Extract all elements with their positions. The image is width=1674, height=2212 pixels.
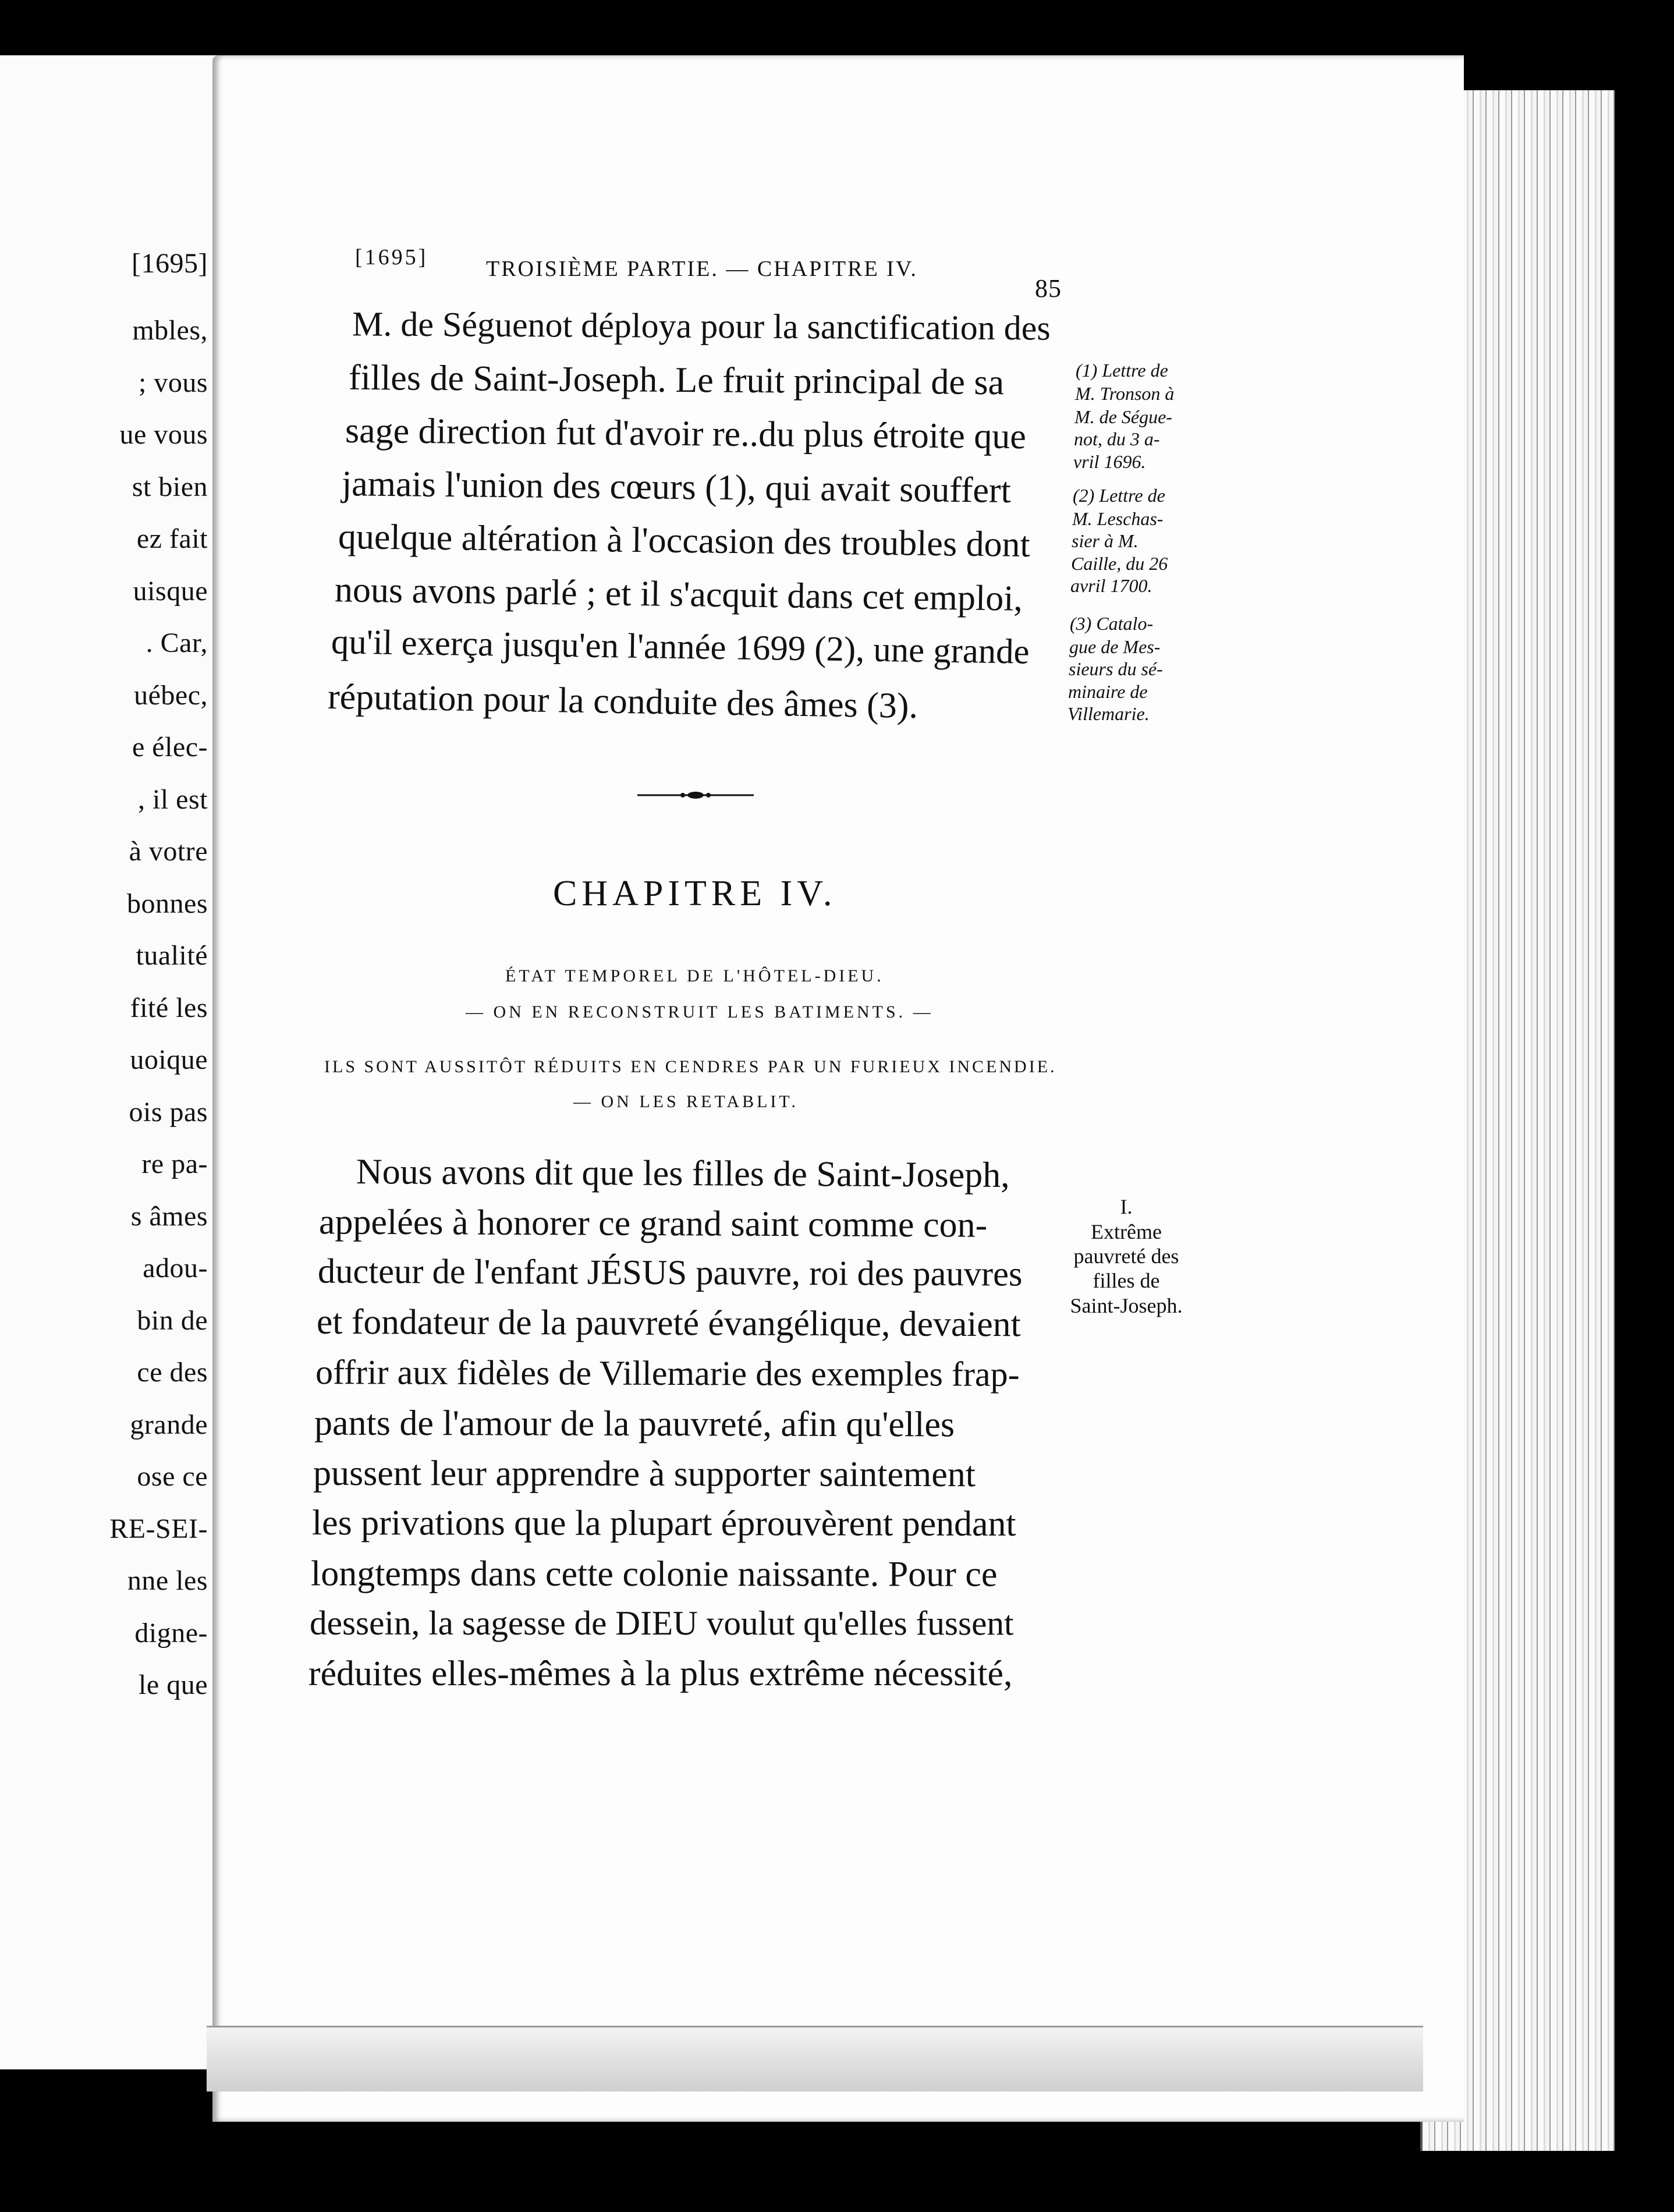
intro-line-7: qu'il exerça jusqu'en l'année 1699 (2), une grande xyxy=(331,622,1030,672)
intro-line-6: nous avons parlé ; et il s'acquit dans cet emploi, xyxy=(334,570,1023,619)
chapter-line-10: dessein, la sagesse de DIEU voulut qu'elles fussent xyxy=(309,1603,1014,1643)
side-note-line-12: gue de Mes- xyxy=(1069,636,1161,657)
left-page-line-17: re pa- xyxy=(141,1148,208,1179)
left-page-line-13: tualité xyxy=(136,940,208,971)
left-page-line-20: bin de xyxy=(137,1304,208,1336)
chapter-line-7: pussent leur apprendre à supporter saintement xyxy=(313,1453,976,1495)
left-page-line-12: bonnes xyxy=(127,888,208,919)
left-page-line-25: nne les xyxy=(127,1565,208,1596)
side-note-line-3: M. de Ségue- xyxy=(1074,406,1172,427)
margin-summary-line-3: pauvreté des xyxy=(1073,1245,1179,1268)
side-note-line-13: sieurs du sé- xyxy=(1069,658,1163,679)
left-page-line-4: st bien xyxy=(132,471,208,502)
side-note-line-5: vril 1696. xyxy=(1073,451,1146,472)
left-page-header: [1695] xyxy=(132,248,208,279)
left-page xyxy=(0,55,222,2069)
page-bottom-edge xyxy=(207,2026,1423,2092)
margin-summary-line-4: filles de xyxy=(1093,1269,1160,1292)
left-page-line-2: ; vous xyxy=(138,367,208,398)
left-page-line-6: uisque xyxy=(133,575,208,607)
left-page-line-3: ue vous xyxy=(119,419,208,450)
chapter-line-3: ducteur de l'enfant JÉSUS pauvre, roi des pauvres xyxy=(317,1252,1023,1294)
chapter-line-5: offrir aux fidèles de Villemarie des exemples frap- xyxy=(315,1352,1020,1394)
chapter-summary-line-2: — ON EN RECONSTRUIT LES BATIMENTS. — xyxy=(466,1002,934,1022)
side-note-line-8: sier à M. xyxy=(1072,530,1139,551)
side-note-line-14: minaire de xyxy=(1068,681,1148,702)
intro-line-2: filles de Saint-Joseph. Le fruit principal de sa xyxy=(348,357,1005,403)
left-page-line-10: , il est xyxy=(138,784,208,815)
intro-line-1: M. de Séguenot déploya pour la sanctification des xyxy=(352,304,1051,348)
chapter-line-1: Nous avons dit que les filles de Saint-Joseph, xyxy=(356,1152,1010,1195)
intro-line-5: quelque altération à l'occasion des troubles dont xyxy=(338,517,1031,565)
side-note-line-4: not, du 3 a- xyxy=(1074,428,1160,449)
left-page-line-22: grande xyxy=(130,1409,208,1440)
side-note-line-2: M. Tronson à xyxy=(1075,383,1175,404)
left-page-line-5: ez fait xyxy=(136,523,208,554)
left-page-line-18: s âmes xyxy=(130,1200,208,1232)
side-note-line-9: Caille, du 26 xyxy=(1071,553,1168,574)
margin-summary-line-5: Saint-Joseph. xyxy=(1070,1294,1183,1317)
intro-line-8: réputation pour la conduite des âmes (3). xyxy=(327,676,918,726)
side-note-line-6: (2) Lettre de xyxy=(1073,485,1165,506)
chapter-line-11: réduites elles-mêmes à la plus extrême nécessité, xyxy=(308,1654,1013,1693)
header-title: TROISIÈME PARTIE. — CHAPITRE IV. xyxy=(486,257,918,281)
left-page-line-26: digne- xyxy=(134,1617,208,1649)
side-note-line-10: avril 1700. xyxy=(1070,575,1152,596)
left-page-line-23: ose ce xyxy=(137,1461,208,1492)
intro-line-4: jamais l'union des cœurs (1), qui avait souffert xyxy=(341,464,1012,511)
chapter-line-6: pants de l'amour de la pauvreté, afin qu'elles xyxy=(314,1403,955,1445)
left-page-line-9: e élec- xyxy=(132,732,208,763)
intro-line-3: sage direction fut d'avoir re..du plus étroite que xyxy=(345,410,1027,457)
left-page-line-11: à votre xyxy=(129,836,208,867)
chapter-summary-line-1: ÉTAT TEMPOREL DE L'HÔTEL-DIEU. xyxy=(505,966,884,986)
left-page-line-15: uoique xyxy=(130,1044,208,1075)
left-page-line-14: fité les xyxy=(130,992,208,1023)
chapter-title: CHAPITRE IV. xyxy=(553,874,837,913)
ornament-divider xyxy=(637,790,754,800)
left-page-line-7: . Car, xyxy=(146,628,208,658)
chapter-line-2: appelées à honorer ce grand saint comme con- xyxy=(318,1202,988,1245)
left-page-line-16: ois pas xyxy=(129,1096,208,1128)
left-page-line-19: adou- xyxy=(143,1253,208,1284)
chapter-line-9: longtemps dans cette colonie naissante. Pour ce xyxy=(310,1554,998,1594)
side-note-line-15: Villemarie. xyxy=(1067,703,1150,724)
chapter-line-4: et fondateur de la pauvreté évangélique, devaient xyxy=(316,1302,1021,1345)
side-note-line-1: (1) Lettre de xyxy=(1076,360,1168,381)
margin-summary-line-1: I. xyxy=(1120,1195,1133,1218)
left-page-line-1: mbles, xyxy=(132,315,208,346)
side-note-line-11: (3) Catalo- xyxy=(1070,613,1154,634)
chapter-summary-line-3: ILS SONT AUSSITÔT RÉDUITS EN CENDRES PAR UN FURIEUX INCENDIE. xyxy=(324,1057,1057,1076)
chapter-line-8: les privations que la plupart éprouvèrent pendant xyxy=(311,1503,1016,1544)
side-note-line-7: M. Leschas- xyxy=(1072,508,1164,529)
left-page-line-24: RE-SEI- xyxy=(109,1513,208,1544)
header-year: [1695] xyxy=(355,245,428,270)
left-page-line-8: uébec, xyxy=(134,679,208,711)
left-page-line-21: ce des xyxy=(137,1357,208,1388)
page-number: 85 xyxy=(1035,274,1062,303)
left-page-line-27: le que xyxy=(139,1669,208,1700)
chapter-summary-line-4: — ON LES RETABLIT. xyxy=(573,1092,799,1111)
margin-summary-line-2: Extrême xyxy=(1091,1220,1162,1243)
